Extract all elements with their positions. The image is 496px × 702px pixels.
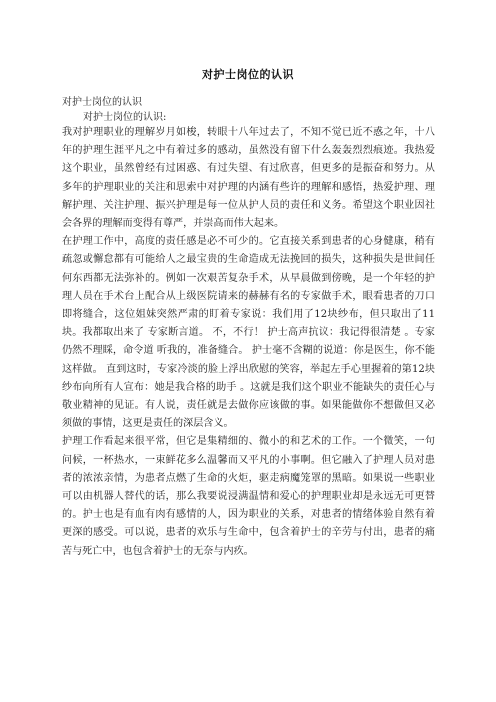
document-title: 对护士岗位的认识 [202, 68, 294, 81]
document-subtitle-1: 对护士岗位的认识 [62, 97, 142, 108]
document-body [62, 124, 435, 561]
body-paragraph-3: 护理工作看起来很平常，但它是集精细的、微小的和艺术的工作。一个微笑，一句问候，一杯热水，一束鲜花多么温馨而又平凡的小事啊。但它融入了护理人员对患者的浓浓亲情，为患者点燃了生命的火炬，驱走病魔笼罩的黑暗。如果说一些职业可以由机器人替代的话，那么我要说浸满温情和爱心的护理职业却是永远无可更替的。护士也是有血有肉有感情的人，因为职业的关系，对患者的情绪体验自然有着更深的感受。可以说，患者的欢乐与生命中，包含着护士的辛劳与付出，患者的痛苦与死亡中，也包含着护士的无奈与内疚。 [62, 436, 435, 557]
body-paragraph-2: 在护理工作中，高度的责任感是必不可少的。它直接关系到患者的心身健康，稍有疏忽或懈怠都有可能给人之最宝贵的生命造成无法挽回的损失，这种损失是世间任何东西都无法弥补的。例如一次艰苦复杂手术，从早晨做到傍晚，是一个年轻的护理人员在手术台上配合从上级医院请来的赫赫有名的专家做手术，眼看患者的刀口即将缝合，这位姐妹突然严肃的盯着专家说：我们用了12块纱布，但只取出了11块。我都取出来了 专家断言道。 不，不行！ 护士高声抗议：我记得很清楚 。专家仍然不理睬，命令道 听我的，准备缝合。 护士毫不含糊的说道：你是医生，你不能这样做。 直到这时，专家冷淡的脸上浮出欣慰的笑容，举起左手心里握着的第12块纱布向所有人宣布：她是我合格的助手 。这就是我们这个职业不能缺失的责任心与敬业精神的见证。有人说，责任就是去做你应该做的事。如果能做你不想做但又必须做的事情，这更是责任的深层含义。 [62, 236, 435, 430]
body-paragraph-1: 我对护理职业的理解岁月如梭，转眼十八年过去了，不知不觉已近不惑之年，十八年的护理生涯平凡之中有着过多的感动，虽然没有留下什么轰轰烈烈痕迹。我热爱这个职业，虽然曾经有过困惑、有过失望、有过欣喜，但更多的是振奋和努力。从多年的护理职业的关注和思索中对护理的内涵有些许的理解和感悟，热爱护理、理解护理、关注护理、振兴护理是每一位从护人员的责任和义务。希望这个职业因社会各界的理解而变得有尊严，并崇高而伟大起来。 [62, 127, 435, 230]
document-subtitle-2: 对护士岗位的认识: [83, 112, 167, 123]
